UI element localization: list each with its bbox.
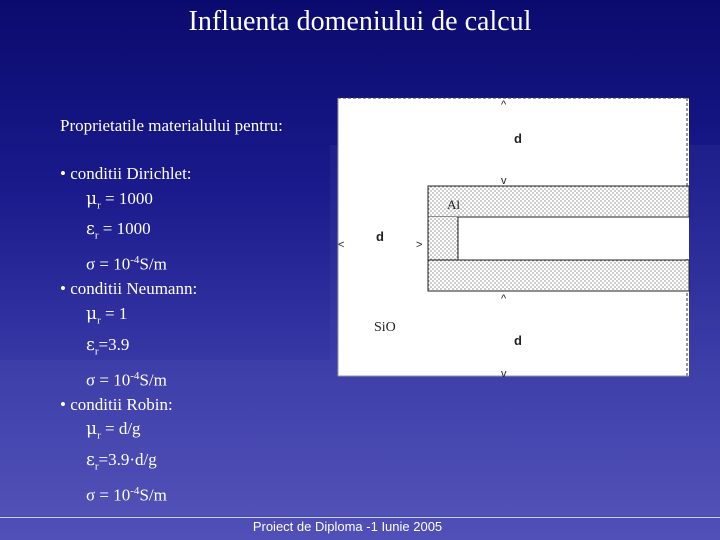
- epsilon-value: $\varepsilon_r=3.9\cdot d/g$: [86, 450, 157, 473]
- al-conductor-bottom: [428, 260, 689, 291]
- sigma-value: $\sigma = 10^{-4}S/m$: [86, 485, 167, 505]
- arrow-down-icon: v: [501, 368, 507, 378]
- page-title: Influenta domeniului de calcul: [188, 6, 532, 37]
- mu-value: $\mu_r = 1$: [86, 303, 128, 327]
- footer-divider: [0, 517, 720, 518]
- label-d-mid: d: [376, 229, 384, 244]
- epsilon-value: $\varepsilon_r = 1000$: [86, 219, 151, 242]
- properties-heading: Proprietatile materialului pentru:: [60, 116, 283, 135]
- arrow-up-icon: ^: [501, 99, 507, 111]
- epsilon-value: $\varepsilon_r=3.9$: [86, 334, 130, 358]
- domain-diagram: [336, 96, 691, 378]
- condition-neumann: • conditii Neumann:: [60, 279, 198, 299]
- sigma-value: $\sigma = 10^{-4}S/m$: [86, 254, 167, 274]
- label-d-bottom: d: [514, 333, 522, 348]
- label-d-top: d: [514, 131, 522, 146]
- label-al: Al: [447, 197, 460, 212]
- label-sio: SiO: [374, 320, 396, 335]
- sigma-value: $\sigma = 10^{-4}S/m$: [86, 369, 167, 390]
- gap-region: [459, 218, 689, 259]
- arrow-down-icon: v: [501, 175, 507, 187]
- mu-value: $\mu_r = 1000$: [86, 188, 153, 211]
- arrow-right-icon: >: [416, 239, 423, 251]
- arrow-left-icon: <: [338, 239, 345, 251]
- mu-value: $\mu_r = d/g$: [86, 419, 141, 442]
- al-conductor-top: [428, 186, 689, 217]
- al-conductor-left: [428, 217, 458, 260]
- condition-dirichlet: • conditii Dirichlet:: [60, 164, 192, 183]
- conditions-list: [60, 162, 197, 508]
- arrow-up-icon: ^: [501, 293, 507, 305]
- footer-text: Proiect de Diploma -1 Iunie 2005: [252, 519, 443, 534]
- condition-robin: • conditii Robin:: [60, 394, 173, 414]
